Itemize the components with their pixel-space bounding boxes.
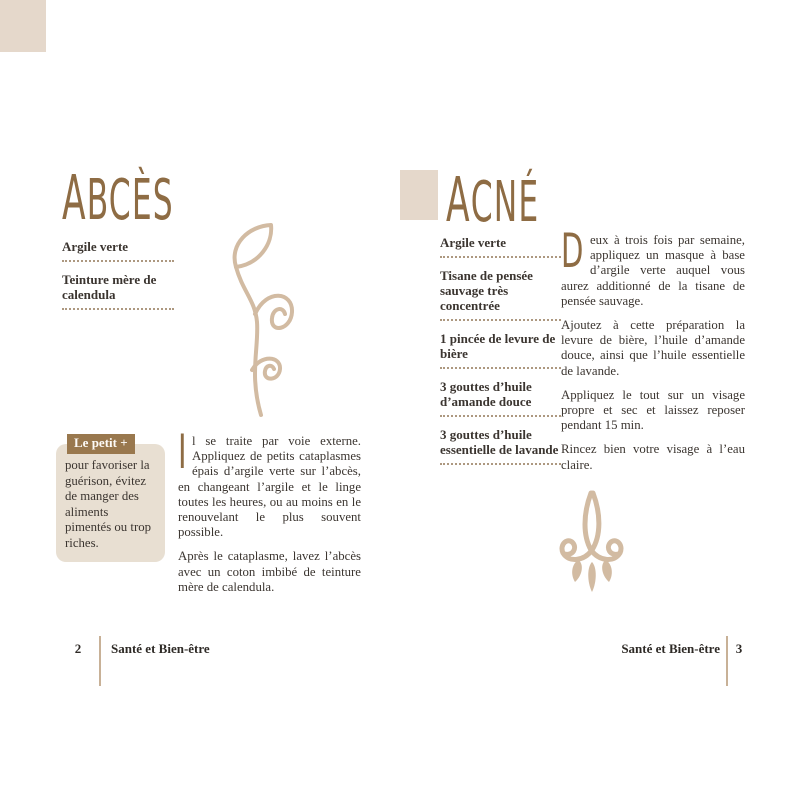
- paragraph: Rincez bien votre visage à l’eau claire.: [561, 442, 745, 472]
- ingredient-item: [62, 239, 174, 262]
- page-number: 2: [74, 641, 82, 656]
- ingredient-list: [62, 239, 174, 320]
- paragraph: Ajoutez à cette préparation la levure de bière, l’huile d’amande douce, ainsi que l’huile essentielle de lavande.: [561, 318, 745, 378]
- tip-label: Le petit +: [67, 434, 135, 454]
- paragraph-text: eux à trois fois par semaine, appliquez un masque à base d’argile verte auquel vous aurez additionné de la tisane de pensée sauvage.: [561, 233, 745, 308]
- dotted-rule: [440, 367, 561, 369]
- fleur-ornament: [546, 486, 638, 599]
- dotted-rule: [440, 463, 561, 465]
- paragraph: Appliquez le tout sur un visage propre et sec et laissez reposer pendant 15 min.: [561, 387, 745, 433]
- dotted-rule: [62, 260, 174, 262]
- page-title-abces: ABCÈS: [62, 162, 174, 234]
- ingredient-label: Argile verte: [62, 239, 129, 254]
- ingredient-label: 3 gouttes d’huile d’amande douce: [440, 379, 532, 409]
- paragraph: [561, 224, 745, 309]
- plant-sprig-ornament: [221, 222, 295, 423]
- dotted-rule: [440, 256, 561, 258]
- section-title: Santé et Bien-être: [111, 641, 210, 656]
- ingredient-list: [440, 235, 561, 475]
- body-text-right: [561, 224, 745, 482]
- body-text-left: [178, 425, 361, 604]
- dropcap-letter: I: [178, 425, 187, 480]
- paragraph-text: l se traite par voie externe. Appliquez de petits cataplasmes épais d’argile verte sur l’abcès, en changeant l’argile et le linge toutes les heures, ou au moins en le renouvelant le plus souvent possible.: [178, 434, 361, 540]
- dotted-rule: [440, 415, 561, 417]
- paragraph: Après le cataplasme, lavez l’abcès avec un coton imbibé de teinture mère de calendula.: [178, 549, 361, 594]
- footer-divider: [99, 636, 101, 686]
- paragraph: [178, 425, 361, 540]
- dotted-rule: [62, 308, 174, 310]
- page-title-acne: ACNÉ: [446, 164, 540, 236]
- tip-text: pour favoriser la guérison, évitez de manger des aliments pimentés ou trop riches.: [56, 444, 165, 562]
- title-accent-block: [0, 0, 46, 52]
- page-number: 3: [735, 641, 743, 656]
- tip-callout: [56, 434, 165, 562]
- dropcap-letter: D: [561, 224, 584, 279]
- ingredient-item: [440, 268, 561, 321]
- ingredient-label: 3 gouttes d’huile essentielle de lavande: [440, 427, 559, 457]
- dotted-rule: [440, 319, 561, 321]
- ingredient-label: 1 pincée de levure de bière: [440, 331, 556, 361]
- footer-divider: [726, 636, 728, 686]
- title-accent-block: [400, 170, 438, 220]
- section-title: Santé et Bien-être: [621, 641, 720, 656]
- ingredient-item: [62, 272, 174, 310]
- ingredient-item: [440, 331, 561, 369]
- ingredient-label: Teinture mère de calendula: [62, 272, 157, 302]
- ingredient-item: [440, 379, 561, 417]
- ingredient-label: Tisane de pensée sauvage très concentrée: [440, 268, 533, 313]
- ingredient-item: [440, 235, 561, 258]
- ingredient-item: [440, 427, 561, 465]
- ingredient-label: Argile verte: [440, 235, 507, 250]
